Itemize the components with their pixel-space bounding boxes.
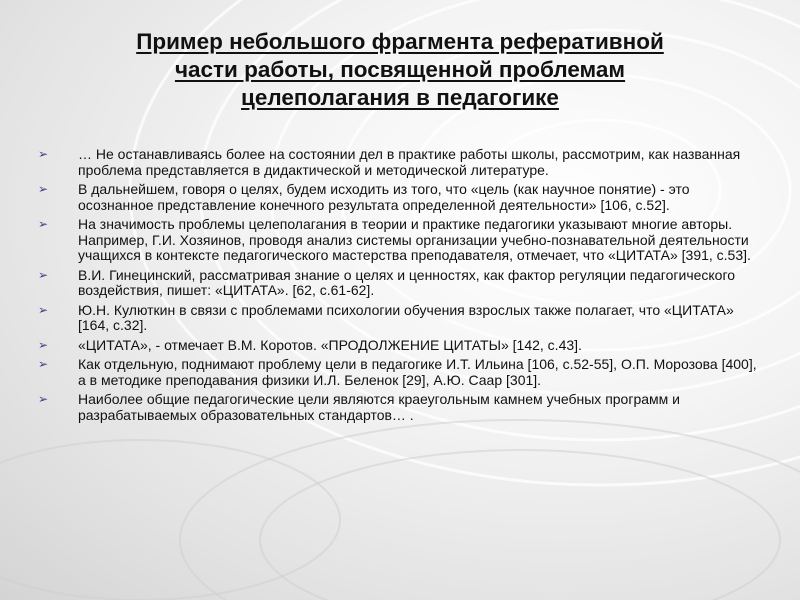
title-line: Пример небольшого фрагмента реферативной [136,29,664,54]
bullet-item [38,182,758,213]
bullet-text: В дальнейшем, говоря о целях, будем исходить из того, что «цель (как научное понятие) - это осознанное представление конечного результата определенной деятельности» [106, с.52]. [78,181,690,213]
arrow-bullet-icon: ➢ [38,357,49,371]
title-line: части работы, посвященной проблемам [174,57,626,82]
arrow-bullet-icon: ➢ [38,217,49,231]
bullet-text: «ЦИТАТА», - отмечает В.М. Коротов. «ПРОДОЛЖЕНИЕ ЦИТАТЫ» [142, с.43]. [78,336,582,353]
bullet-item [38,357,758,388]
bullet-item [38,392,758,423]
arrow-bullet-icon: ➢ [38,267,49,282]
arrow-bullet-icon: ➢ [38,392,49,406]
bullet-item [38,268,758,299]
slide-title [40,28,760,112]
bullet-text: В.И. Гинецинский, рассматривая знание о целях и ценностях, как фактор регуляции педагогического воздействия, пишет: «ЦИТАТА». [62, с.61-62]. [78,266,736,298]
arrow-bullet-icon: ➢ [38,147,49,161]
arrow-bullet-icon: ➢ [38,182,49,196]
arrow-bullet-icon: ➢ [38,337,49,352]
arrow-bullet-icon: ➢ [38,302,49,317]
title-line: целеполагания в педагогике [241,85,559,110]
bullet-list [38,147,758,427]
bullet-item [38,338,758,354]
bullet-item [38,303,758,334]
bullet-text: … Не останавливаясь более на состоянии дел в практике работы школы, рассмотрим, как названная проблема представляется в дидактической и методической литературе. [78,146,741,178]
bullet-text: Наиболее общие педагогические цели являются краеугольным камнем учебных программ и разрабатываемых образовательных стандартов… . [78,391,680,423]
bullet-text: На значимость проблемы целеполагания в теории и практике педагогики указывают многие авторы. Например, Г.И. Хозяинов, проводя анализ системы организации учебно-познавательной деятельности учащихся в контексте педагогического мастерства преподавателя, отмечает, что «ЦИТАТА» [391, с.53]. [78,216,751,263]
bullet-item [38,217,758,264]
bullet-item [38,147,758,178]
bullet-text: Как отдельную, поднимают проблему цели в педагогике И.Т. Ильина [106, с.52-55], О.П. Морозова [400], а в методике преподавания физики И.Л. Беленок [29], А.Ю. Саар [301]. [78,356,757,388]
bullet-text: Ю.Н. Кулюткин в связи с проблемами психологии обучения взрослых также полагает, что «ЦИТАТА» [164, с.32]. [78,301,734,333]
